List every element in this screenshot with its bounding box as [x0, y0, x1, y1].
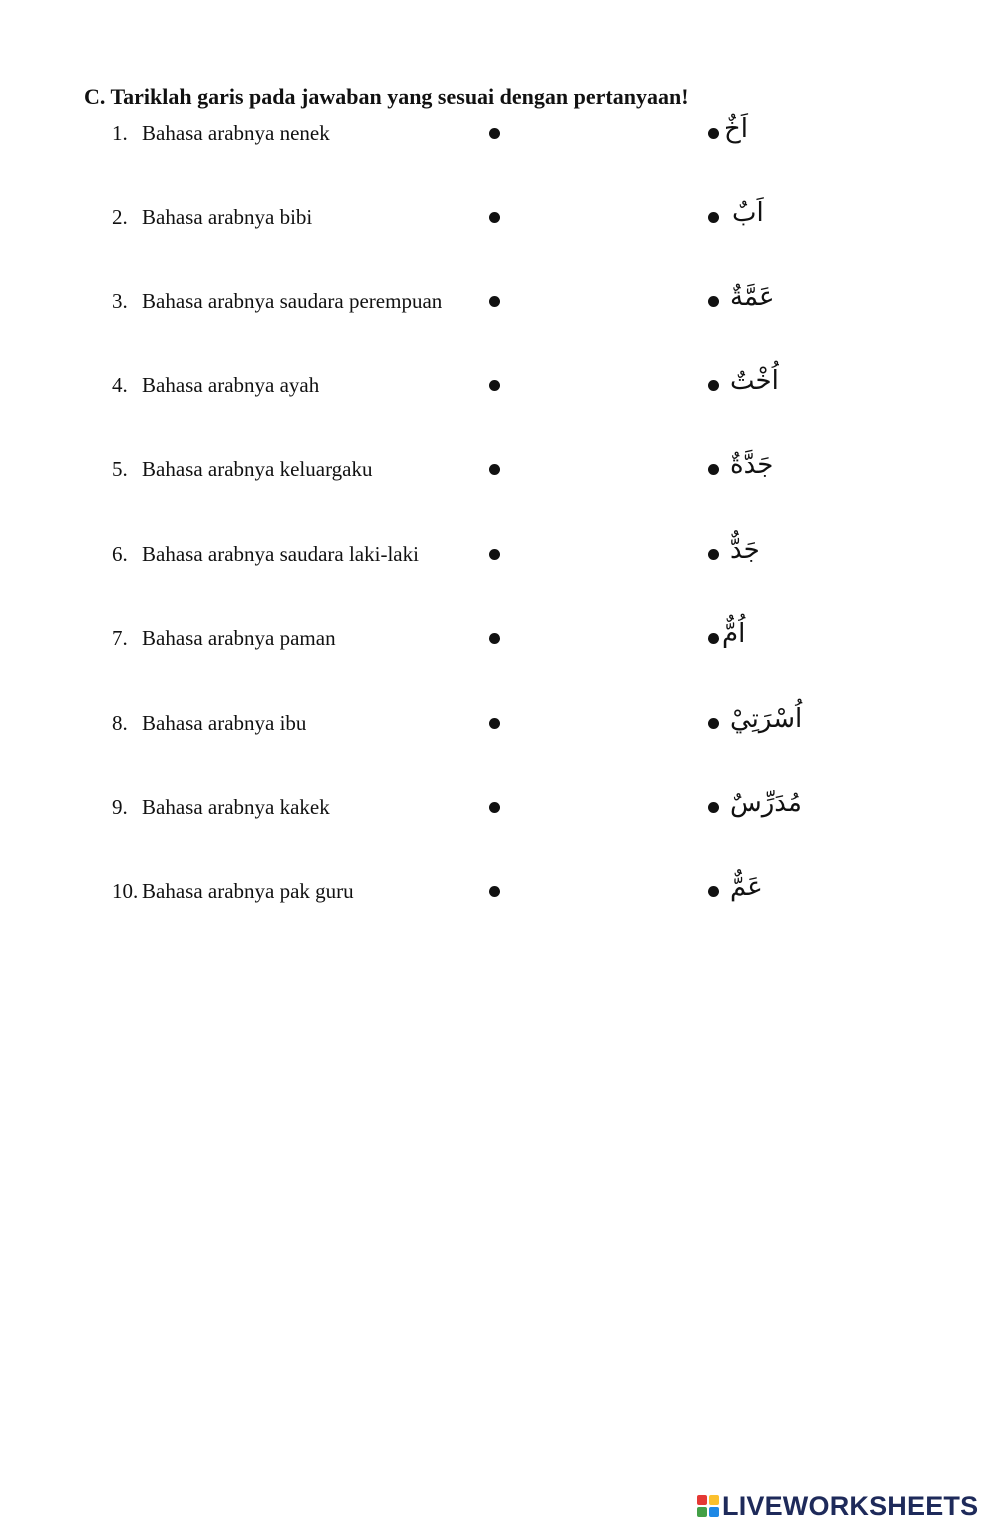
arabic-answer: مُدَرِّسٌ — [730, 788, 802, 818]
question-connector-dot[interactable] — [489, 296, 500, 307]
worksheet-instruction: C. Tariklah garis pada jawaban yang sesuai dengan pertanyaan! — [84, 84, 689, 109]
question-text: Bahasa arabnya ayah — [142, 373, 320, 397]
arabic-answer: اَبٌ — [732, 198, 764, 228]
arabic-answer: اُسْرَتِيْ — [730, 704, 803, 734]
logo-text: LIVEWORKSHEETS — [722, 1490, 979, 1521]
logo-square-red — [697, 1495, 707, 1505]
logo-square-green — [697, 1507, 707, 1517]
question-text: Bahasa arabnya ibu — [142, 711, 307, 735]
question-number: 8. — [112, 711, 128, 735]
arabic-answer: عَمَّةٌ — [730, 282, 775, 312]
answer-connector-dot[interactable] — [708, 296, 719, 307]
matching-row-5 — [0, 449, 1000, 489]
matching-row-1 — [0, 113, 1000, 153]
question-connector-dot[interactable] — [489, 718, 500, 729]
answer-connector-dot[interactable] — [708, 718, 719, 729]
matching-row-9 — [0, 787, 1000, 827]
arabic-answer: اُمٌّ — [722, 619, 746, 649]
question-connector-dot[interactable] — [489, 212, 500, 223]
matching-row-10 — [0, 871, 1000, 911]
question-connector-dot[interactable] — [489, 549, 500, 560]
question-text: Bahasa arabnya pak guru — [142, 879, 354, 903]
logo-square-blue — [709, 1507, 719, 1517]
arabic-answer: جَدَّةٌ — [730, 450, 774, 480]
matching-row-3 — [0, 281, 1000, 321]
question-connector-dot[interactable] — [489, 464, 500, 475]
arabic-answer: اَخٌ — [724, 114, 749, 144]
question-number: 4. — [112, 373, 128, 397]
matching-row-7 — [0, 618, 1000, 658]
matching-row-6 — [0, 534, 1000, 574]
matching-row-2 — [0, 197, 1000, 237]
question-text: Bahasa arabnya saudara laki-laki — [142, 542, 419, 566]
question-number: 1. — [112, 121, 128, 145]
answer-connector-dot[interactable] — [708, 380, 719, 391]
answer-connector-dot[interactable] — [708, 464, 719, 475]
arabic-answer: عَمٌّ — [730, 872, 763, 902]
matching-row-8 — [0, 703, 1000, 743]
question-number: 3. — [112, 289, 128, 313]
question-number: 9. — [112, 795, 128, 819]
arabic-answer: جَدٌّ — [730, 535, 760, 565]
matching-row-4 — [0, 365, 1000, 405]
logo-square-yellow — [709, 1495, 719, 1505]
question-text: Bahasa arabnya kakek — [142, 795, 330, 819]
question-connector-dot[interactable] — [489, 128, 500, 139]
liveworksheets-logo-icon — [697, 1495, 719, 1517]
question-connector-dot[interactable] — [489, 802, 500, 813]
question-number: 7. — [112, 626, 128, 650]
question-text: Bahasa arabnya paman — [142, 626, 336, 650]
answer-connector-dot[interactable] — [708, 549, 719, 560]
answer-connector-dot[interactable] — [708, 802, 719, 813]
question-text: Bahasa arabnya nenek — [142, 121, 330, 145]
arabic-answer: اُخْتٌ — [730, 366, 779, 396]
question-text: Bahasa arabnya keluargaku — [142, 457, 373, 481]
liveworksheets-logo[interactable] — [697, 1490, 978, 1522]
answer-connector-dot[interactable] — [708, 886, 719, 897]
question-number: 2. — [112, 205, 128, 229]
question-connector-dot[interactable] — [489, 633, 500, 644]
question-number: 5. — [112, 457, 128, 481]
question-number: 10. — [112, 879, 139, 903]
question-connector-dot[interactable] — [489, 886, 500, 897]
answer-connector-dot[interactable] — [708, 128, 719, 139]
question-number: 6. — [112, 542, 128, 566]
question-text: Bahasa arabnya bibi — [142, 205, 313, 229]
answer-connector-dot[interactable] — [708, 633, 719, 644]
question-connector-dot[interactable] — [489, 380, 500, 391]
question-text: Bahasa arabnya saudara perempuan — [142, 289, 443, 313]
answer-connector-dot[interactable] — [708, 212, 719, 223]
